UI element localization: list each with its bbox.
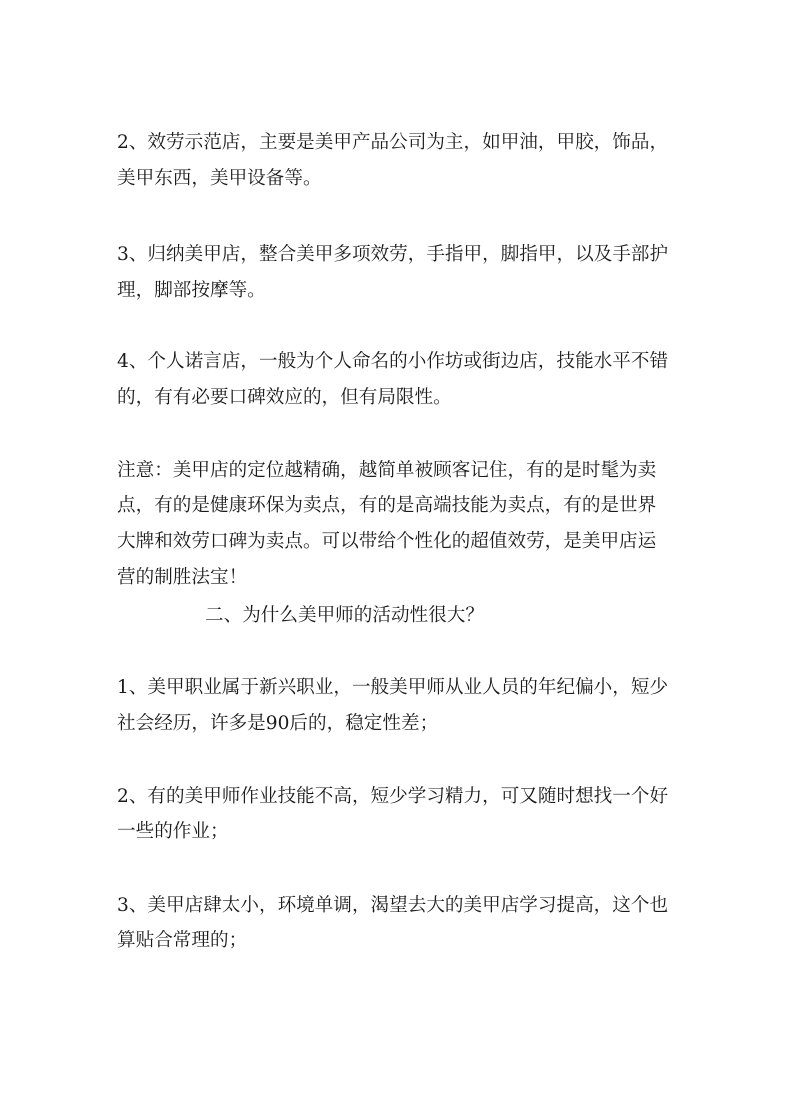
text-line: 2、有的美甲师作业技能不高，短少学习精力，可又随时想找一个好 (117, 786, 669, 807)
text-line: 1、美甲职业属于新兴职业，一般美甲师从业人员的年纪偏小，短少 (117, 677, 669, 698)
text-line: 的，有有必要口碑效应的，但有局限性。 (117, 387, 452, 408)
text-line: 4、个人诺言店，一般为个人命名的小作坊或街边店，技能水平不错 (117, 351, 669, 372)
text-line: 注意：美甲店的定位越精确，越简单被顾客记住，有的是时髦为卖 (117, 460, 657, 481)
text-line: 理，脚部按摩等。 (117, 280, 266, 301)
text-line: 点，有的是健康环保为卖点，有的是高端技能为卖点，有的是世界 (117, 495, 657, 516)
text-line: 大牌和效劳口碑为卖点。可以带给个性化的超值效劳，是美甲店运 (117, 531, 657, 552)
text-line: 美甲东西，美甲设备等。 (117, 168, 322, 189)
text-line: 3、归纳美甲店，整合美甲多项效劳，手指甲，脚指甲，以及手部护 (117, 244, 669, 265)
text-line: 算贴合常理的； (117, 930, 248, 951)
text-line: 社会经历，许多是90后的，稳定性差； (117, 713, 439, 734)
text-line: 2、效劳示范店，主要是美甲产品公司为主，如甲油，甲胶，饰品， (117, 132, 669, 153)
heading-text: 二、为什么美甲师的活动性很大？ (205, 605, 484, 626)
text-line: 3、美甲店肆太小，环境单调，渴望去大的美甲店学习提高，这个也 (117, 895, 669, 916)
text-line: 营的制胜法宝！ (117, 567, 248, 588)
text-line: 一些的作业； (117, 821, 229, 842)
